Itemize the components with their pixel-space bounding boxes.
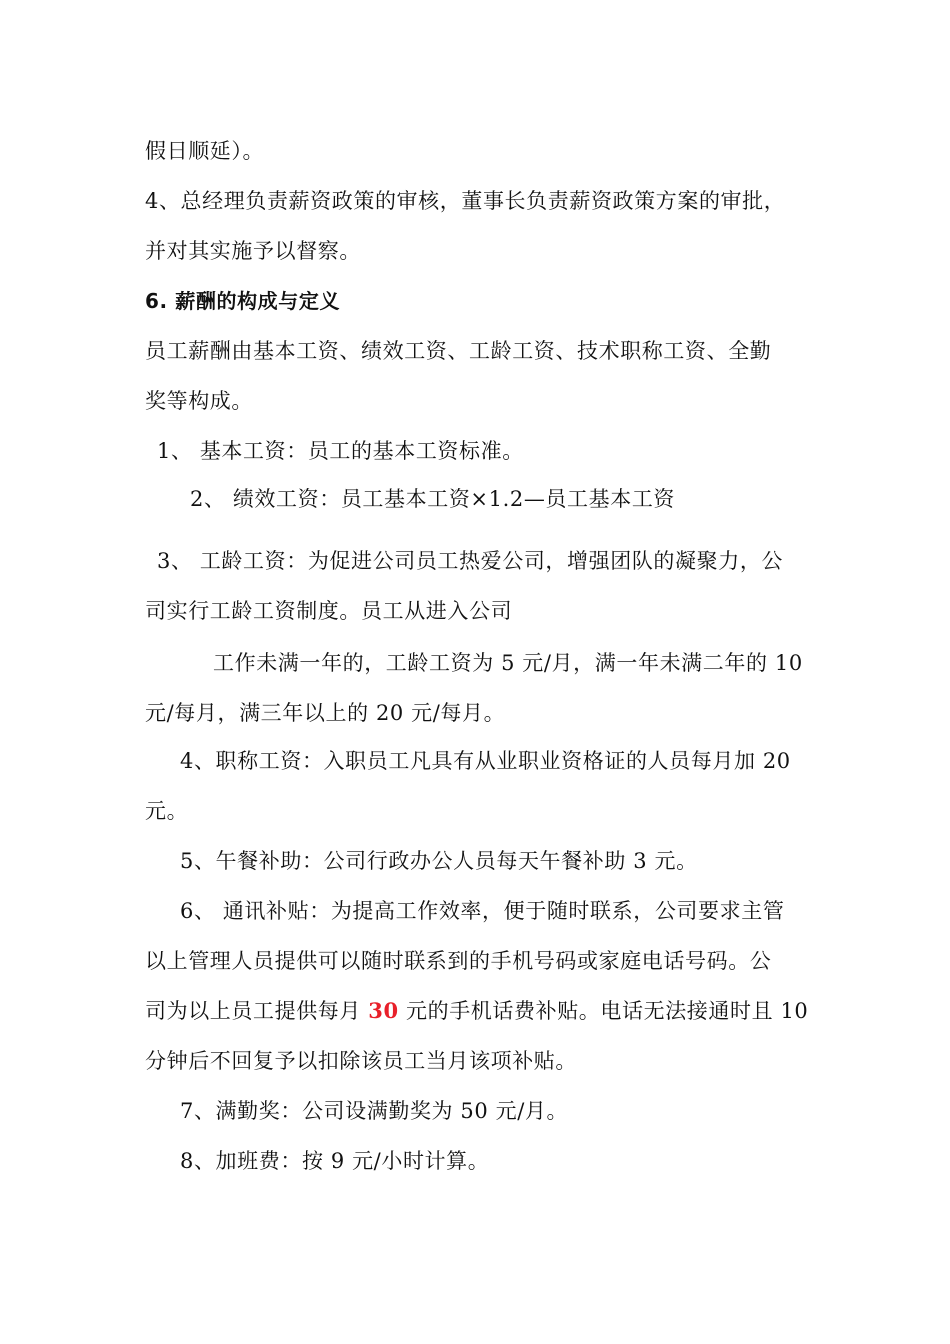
list-item-communication-allowance: 6、 通讯补贴：为提高工作效率，便于随时联系，公司要求主管 — [180, 899, 785, 923]
text-line: 元。 — [145, 799, 189, 823]
text-line: 元/每月，满三年以上的 20 元/每月。 — [145, 701, 506, 725]
text-line: 工作未满一年的，工龄工资为 5 元/月，满一年未满二年的 10 — [213, 651, 803, 675]
text-segment: 司为以上员工提供每月 — [145, 999, 369, 1023]
text-line: 司实行工龄工资制度。员工从进入公司 — [145, 599, 513, 623]
text-segment: 元的手机话费补贴。电话无法接通时且 10 — [398, 999, 809, 1023]
text-line: 假日顺延）。 — [145, 139, 265, 163]
list-item-attendance-bonus: 7、满勤奖：公司设满勤奖为 50 元/月。 — [180, 1099, 569, 1123]
section-heading: 6. 薪酬的构成与定义 — [145, 289, 341, 313]
text-line: 分钟后不回复予以扣除该员工当月该项补贴。 — [145, 1049, 577, 1073]
text-line: 奖等构成。 — [145, 389, 253, 413]
text-line: 4、总经理负责薪资政策的审核，董事长负责薪资政策方案的审批， — [145, 189, 786, 213]
text-line: 并对其实施予以督察。 — [145, 239, 361, 263]
list-item-lunch-allowance: 5、午餐补助：公司行政办公人员每天午餐补助 3 元。 — [180, 849, 698, 873]
list-item-basic-salary: 1、 基本工资：员工的基本工资标准。 — [157, 439, 524, 463]
text-line-with-highlight — [145, 996, 808, 1026]
text-line: 员工薪酬由基本工资、绩效工资、工龄工资、技术职称工资、全勤 — [145, 339, 772, 363]
list-item-performance-salary: 2、 绩效工资：员工基本工资×1.2—员工基本工资 — [190, 487, 676, 511]
list-item-seniority-salary: 3、 工龄工资：为促进公司员工热爱公司，增强团队的凝聚力，公 — [157, 549, 784, 573]
list-item-title-salary: 4、职称工资：入职员工凡具有从业职业资格证的人员每月加 20 — [180, 749, 791, 773]
list-item-overtime-pay: 8、加班费：按 9 元/小时计算。 — [180, 1149, 490, 1173]
text-line: 以上管理人员提供可以随时联系到的手机号码或家庭电话号码。公 — [145, 949, 772, 973]
highlighted-amount: 30 — [368, 998, 399, 1023]
